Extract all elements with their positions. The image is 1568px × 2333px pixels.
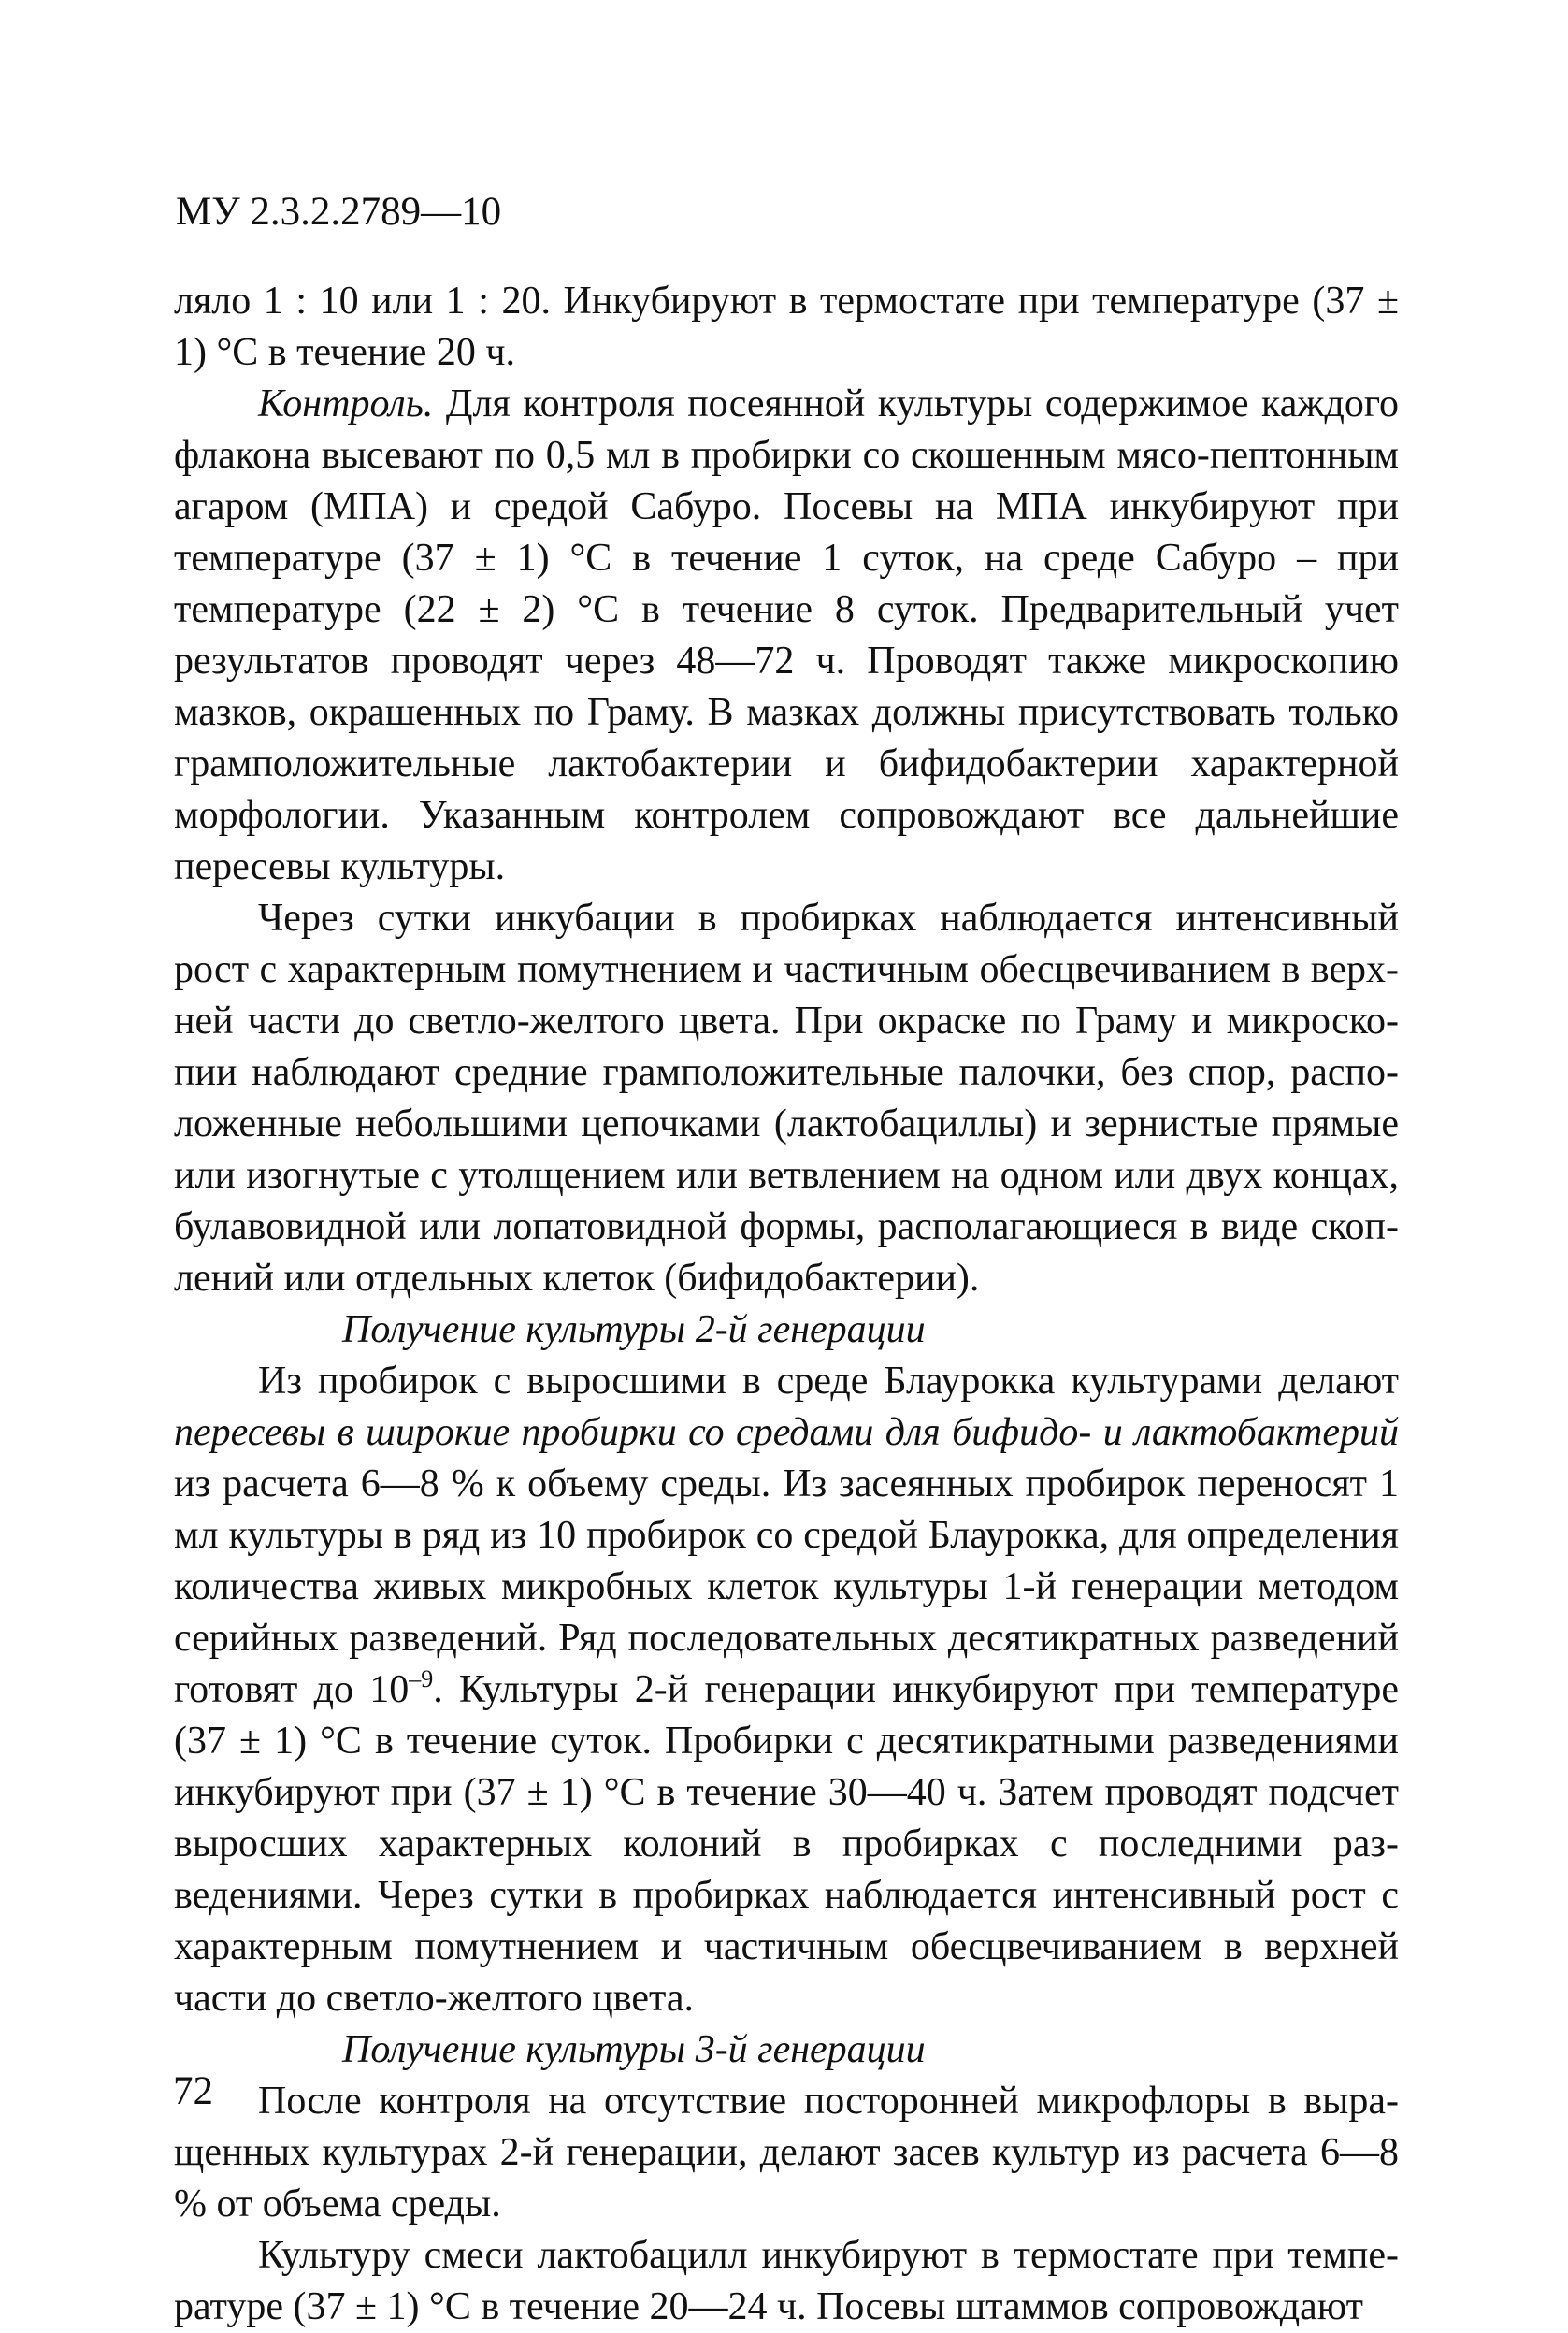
paragraph-lead-control: Контроль. [258, 382, 434, 425]
paragraph-lactobacilli-incubation: Культуру смеси лактобацилл инкубируют в термостате при температуре (37 ± 1) °С в течение 20—24 ч. Посевы штаммов сопровождают [174, 2234, 1399, 2328]
body-text [174, 276, 1399, 2333]
section-heading-generation-2: Получение культуры 2-й генерации [342, 1308, 926, 1351]
paragraph-generation-3: После контроля на отсутствие посторонней микрофлоры в выращенных культурах 2-й генерации, делают засев культур из расчета 6—8 % от объема среды. [174, 2080, 1399, 2225]
paragraph-generation-2-part-c: . Культуры 2-й генерации инкубируют при температуре (37 ± 1) °С в течение суток. Пробирки с десятикратными разведениями инкубируют при (37 ± 1) °С в течение 30—40 ч. Затем проводят подсчет выросших характерных колоний в пробирках с последними разведениями. Через сутки в пробирках наблюдается интенсивный рост с характерным помутнением и частичным обесцвечиванием в верхней части до светло-желтого цвета. [174, 1668, 1399, 2020]
page-number: 72 [173, 2069, 213, 2113]
paragraph-generation-2-italic: пересевы в широкие пробирки со средами для бифидо- и лактобактерий [174, 1411, 1399, 1454]
paragraph-incubation-observation: Через сутки инкубации в пробирках наблюдается интенсивный рост с характерным помутнением и частичным обесцвечиванием в верхней части до светло-желтого цвета. При окраске по Граму и микроскопии наблюдают средние грамположительные палочки, без спор, расположенные небольшими цепочками (лактобациллы) и зернистые прямые или изогнутые с утолщением или ветвлением на одном или двух концах, булавовидной или лопатовидной формы, располагающиеся в виде скоплений или отдельных клеток (бифидобактерии). [174, 897, 1399, 1300]
document-code-header: МУ 2.3.2.2789—10 [176, 190, 502, 234]
paragraph-generation-2 [174, 1356, 1399, 2024]
paragraph-continuation: ляло 1 : 10 или 1 : 20. Инкубируют в термостате при температуре (37 ± 1) °С в течение 20 ч. [174, 280, 1399, 374]
exponent-superscript: –9 [409, 1665, 434, 1692]
paragraph-control [174, 379, 1399, 893]
paragraph-generation-2-part-b: из расчета 6—8 % к объему среды. Из засеянных пробирок переносят 1 мл культуры в ряд из 10 пробирок со средой Блаурокка, для определения количества живых микробных клеток культуры 1-й генерации методом серийных разведений. Ряд последовательных десятикратных разведений готовят до 10 [174, 1462, 1399, 1711]
paragraph-control-text: Для контроля посеянной культуры содержимое каждого флакона высевают по 0,5 мл в пробирки со скошенным мясо-пептонным агаром (МПА) и средой Сабуро. Посевы на МПА инкубируют при температуре (37 ± 1) °С в течение 1 суток, на среде Сабуро – при температуре (22 ± 2) °С в течение 8 суток. Предварительный учет результатов проводят через 48—72 ч. Проводят также микроскопию мазков, окрашенных по Граму. В мазках должны присутствовать только грамположительные лактобактерии и бифидобактерии характерной морфологии. Указанным контролем сопровождают все дальнейшие пересевы культуры. [174, 382, 1399, 888]
section-heading-generation-3: Получение культуры 3-й генерации [342, 2028, 926, 2071]
paragraph-generation-2-part-a: Из пробирок с выросшими в среде Блаурокка культурами делают [258, 1360, 1399, 1403]
